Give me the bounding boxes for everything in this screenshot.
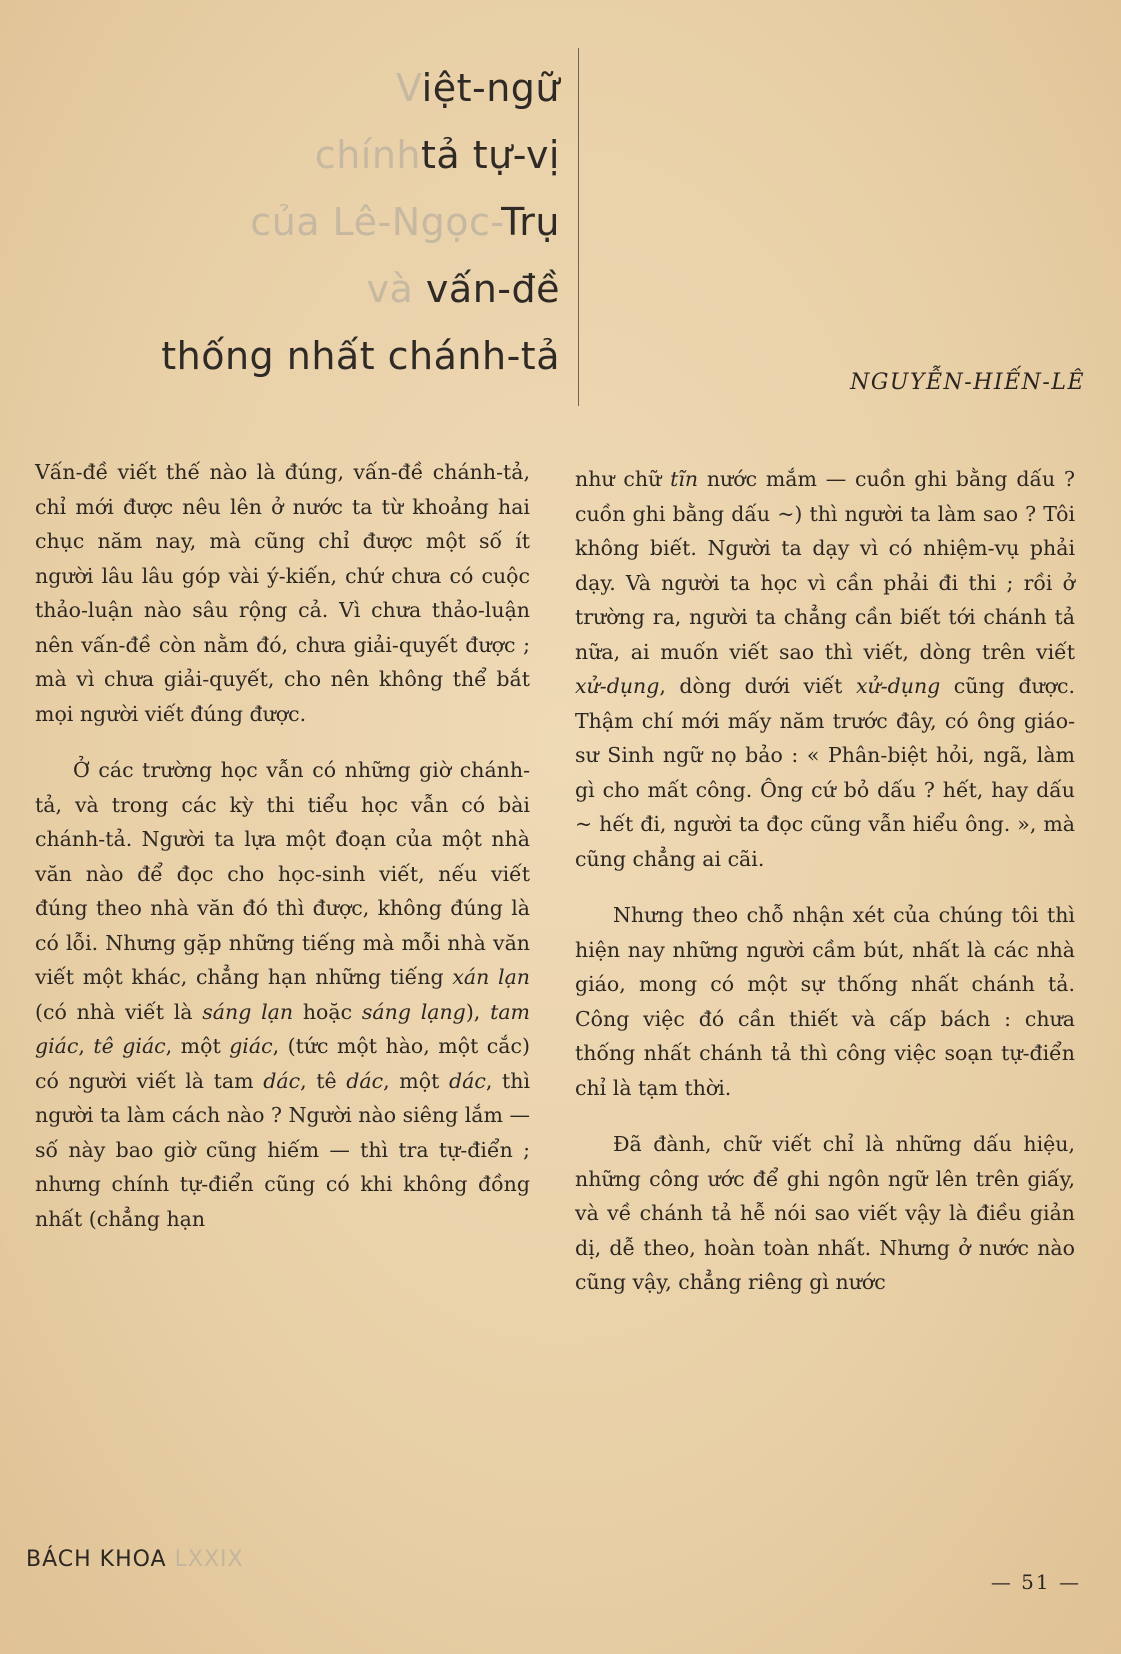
page-number: — 51 — <box>990 1570 1081 1594</box>
italic-term: dác <box>449 1068 486 1093</box>
title-faded-text: của Lê-Ngọc- <box>250 200 502 244</box>
italic-term: xử-dụng <box>575 674 660 698</box>
italic-term: xử-dụng <box>855 674 941 698</box>
text-run: Nhưng theo chỗ nhận xét của chúng tôi thì hiện nay những người cầm bút, nhất là các nhà giáo, mong có một sự thống nhất chánh tả. Công việc đó cần thiết và cấp bách : chưa thống nhất chánh tả thì công việc soạn tự-điển chỉ là tạm thời. <box>575 903 1075 1100</box>
text-run: hoặc <box>293 999 362 1024</box>
paragraph <box>575 462 1075 876</box>
title-text: Trụ <box>501 200 560 244</box>
text-run: , thì người ta làm cách nào ? Người nào siêng lắm — số này bao giờ cũng hiếm — thì tra tự-điển ; nhưng chính tự-điển cũng có khi không đồng nhất (chẳng hạn <box>35 1068 531 1231</box>
title-divider <box>578 48 579 406</box>
magazine-footer <box>26 1547 244 1572</box>
text-run: , (tức một hào, một cắc) có người viết là tam <box>35 1034 530 1093</box>
text-run: Đã đành, chữ viết chỉ là những dấu hiệu, những công ước để ghi ngôn ngữ lên trên giấy, và về chánh tả hễ nói sao viết vậy là điều giản dị, dễ theo, hoàn toàn nhất. Nhưng ở nước nào cũng vậy, chẳng riêng gì nước <box>575 1132 1075 1294</box>
text-run: nước mắm — cuồn ghi bằng dấu ? cuồn ghi bằng dấu ~) thì người ta làm sao ? Tôi không biết. Người ta dạy vì có nhiệm-vụ phải dạy. Và người ta học vì cần phải đi thi ; rồi ở trường ra, người ta chẳng cần biết tới chánh tả nữa, ai muốn viết sao thì viết, dòng trên viết <box>575 467 1075 664</box>
text-run: , một <box>383 1068 449 1093</box>
paragraph <box>575 898 1075 1105</box>
text-run: , dòng dưới viết <box>659 674 856 698</box>
title-line <box>120 323 560 390</box>
title-text: thống nhất chánh-tả <box>161 334 560 378</box>
title-line <box>120 189 560 256</box>
italic-term: xán lạn <box>452 965 531 989</box>
italic-term: tam giác <box>35 999 530 1058</box>
article-title <box>120 55 560 390</box>
text-run: Ở các trường học vẫn có những giờ chánh-tả, và trong các kỳ thi tiểu học vẫn có bài chánh-tả. Người ta lựa một đoạn của một nhà văn nào để đọc cho học-sinh viết, nếu viết đúng theo nhà văn đó thì được, không đúng là có lỗi. Nhưng gặp những tiếng mà mỗi nhà văn viết một khác, chẳng hạn những tiếng <box>35 758 530 989</box>
text-run: , tê <box>300 1068 347 1093</box>
title-line <box>120 122 560 189</box>
text-run: cũng được. Thậm chí mới mấy năm trước đây, có ông giáo-sư Sinh ngữ nọ bảo : « Phân-biệt hỏi, ngã, làm gì cho mất công. Ông cứ bỏ dấu ? hết, hay dấu ~ hết đi, người ta đọc cũng vẫn hiểu ông. », mà cũng chẳng ai cãi. <box>575 674 1075 871</box>
title-faded-text: V <box>395 66 422 110</box>
italic-term: sáng lạng <box>361 999 466 1024</box>
title-text: iệt-ngữ <box>421 66 560 110</box>
text-run: như chữ <box>575 467 671 491</box>
italic-term: dác <box>346 1068 384 1093</box>
paragraph <box>35 455 530 731</box>
paragraph <box>575 1127 1075 1300</box>
text-run: , <box>78 1034 94 1058</box>
right-column <box>575 462 1075 1322</box>
title-faded-text: chính <box>314 133 421 177</box>
italic-term: tĩn <box>670 467 699 491</box>
left-column <box>35 455 530 1258</box>
paragraph <box>35 753 530 1236</box>
italic-term: sáng lạn <box>202 999 294 1024</box>
text-run: ), <box>465 999 491 1024</box>
italic-term: giác <box>229 1034 273 1058</box>
text-run: , một <box>165 1034 230 1058</box>
text-run: Vấn-đề viết thế nào là đúng, vấn-đề chánh-tả, chỉ mới được nêu lên ở nước ta từ khoảng hai chục năm nay, mà cũng chỉ được một số ít người lâu lâu góp vài ý-kiến, chứ chưa có cuộc thảo-luận nào sâu rộng cả. Vì chưa thảo-luận nên vấn-đề còn nằm đó, chưa giải-quyết được ; mà vì chưa giải-quyết, cho nên không thể bắt mọi người viết đúng được. <box>35 460 530 726</box>
author-name: NGUYỄN-HIẾN-LÊ <box>850 370 1085 395</box>
title-line <box>120 55 560 122</box>
magazine-name: BÁCH KHOA <box>26 1547 167 1572</box>
title-faded-text: và <box>366 267 414 311</box>
title-line <box>120 256 560 323</box>
issue-number: LXXIX <box>174 1547 244 1572</box>
italic-term: dác <box>263 1068 301 1093</box>
italic-term: tê giác <box>93 1034 166 1058</box>
title-text: vấn-đề <box>413 267 560 311</box>
text-run: (có nhà viết là <box>35 999 203 1024</box>
title-text: tả tự-vị <box>421 133 560 177</box>
